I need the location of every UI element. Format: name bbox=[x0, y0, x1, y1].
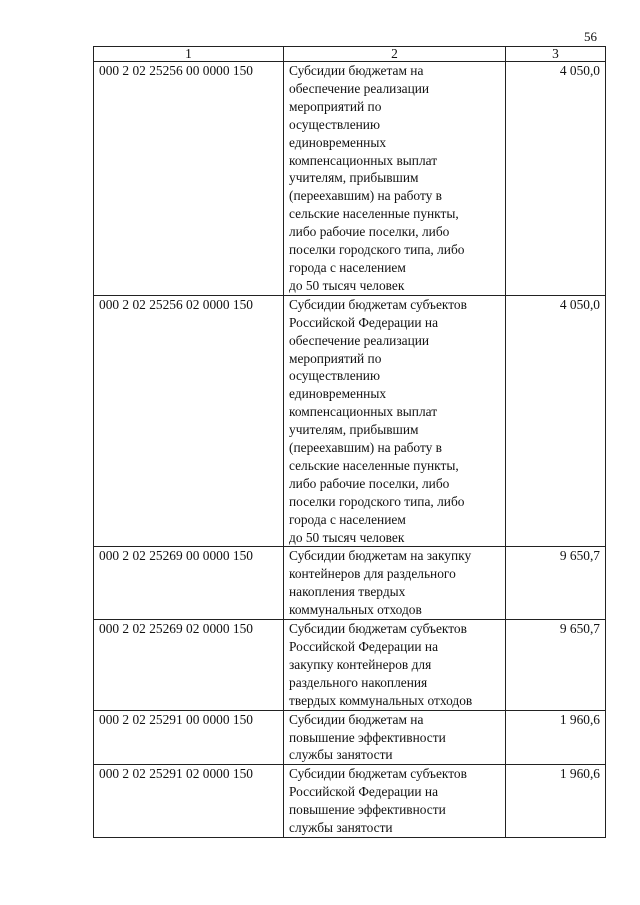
description-line: Субсидии бюджетам на bbox=[289, 63, 424, 78]
amount-cell: 9 650,7 bbox=[506, 547, 606, 620]
amount-cell: 1 960,6 bbox=[506, 710, 606, 765]
description-line: накопления твердых bbox=[289, 584, 406, 600]
budget-code-cell: 000 2 02 25269 00 0000 150 bbox=[94, 547, 284, 620]
description-line: сельские населенные пункты, bbox=[289, 206, 459, 222]
description-line: закупку контейнеров для bbox=[289, 656, 432, 672]
description-line: сельские населенные пункты, bbox=[289, 457, 459, 473]
description-line: Субсидии бюджетам субъектов bbox=[289, 621, 467, 637]
column-header-description: 2 bbox=[284, 47, 506, 62]
description-line: компенсационных выплат bbox=[289, 404, 438, 420]
description-line: повышение эффективности bbox=[289, 802, 446, 818]
amount-cell: 4 050,0 bbox=[506, 295, 606, 547]
table-row bbox=[94, 765, 606, 838]
description-line: службы занятости bbox=[289, 820, 393, 836]
description-line: Российской Федерации на bbox=[289, 784, 439, 800]
description-line: твердых коммунальных отходов bbox=[289, 692, 473, 708]
budget-code-cell: 000 2 02 25256 02 0000 150 bbox=[94, 295, 284, 547]
table-header-row bbox=[94, 47, 606, 62]
budget-code-cell: 000 2 02 25291 00 0000 150 bbox=[94, 710, 284, 765]
table-row bbox=[94, 62, 606, 296]
description-line: (переехавшим) на работу в bbox=[289, 188, 442, 204]
description-line: до 50 тысяч человек bbox=[289, 529, 405, 545]
budget-code-cell: 000 2 02 25256 00 0000 150 bbox=[94, 62, 284, 296]
description-cell bbox=[284, 295, 506, 547]
amount-cell: 9 650,7 bbox=[506, 620, 606, 711]
description-line: повышение эффективности bbox=[289, 729, 446, 745]
description-line: поселки городского типа, либо bbox=[289, 242, 465, 258]
description-line: единовременных bbox=[289, 386, 387, 402]
page-number: 56 bbox=[584, 29, 597, 44]
description-line: Субсидии бюджетам на bbox=[289, 711, 424, 727]
description-line: Субсидии бюджетам субъектов bbox=[289, 296, 467, 312]
table-row bbox=[94, 547, 606, 620]
description-line: города с населением bbox=[289, 259, 406, 275]
description-line: (переехавшим) на работу в bbox=[289, 440, 442, 456]
amount-cell: 1 960,6 bbox=[506, 765, 606, 838]
description-line: Субсидии бюджетам на закупку bbox=[289, 548, 472, 564]
description-line: учителям, прибывшим bbox=[289, 170, 419, 186]
table-row bbox=[94, 620, 606, 711]
budget-code-cell: 000 2 02 25291 02 0000 150 bbox=[94, 765, 284, 838]
table-body bbox=[94, 62, 606, 838]
description-line: Российской Федерации на bbox=[289, 314, 439, 330]
description-line: до 50 тысяч человек bbox=[289, 277, 405, 293]
description-line: компенсационных выплат bbox=[289, 152, 438, 168]
description-line: мероприятий по bbox=[289, 98, 382, 114]
description-line: Российской Федерации на bbox=[289, 639, 439, 654]
description-cell bbox=[284, 62, 506, 296]
description-line: обеспечение реализации bbox=[289, 80, 430, 96]
description-cell bbox=[284, 765, 506, 838]
description-line: либо рабочие поселки, либо bbox=[289, 224, 450, 240]
description-line: осуществлению bbox=[289, 368, 380, 384]
description-line: Субсидии бюджетам субъектов bbox=[289, 766, 467, 782]
amount-cell: 4 050,0 bbox=[506, 62, 606, 296]
description-line: службы занятости bbox=[289, 747, 393, 763]
description-line: раздельного накопления bbox=[289, 674, 428, 690]
description-line: единовременных bbox=[289, 134, 387, 150]
description-line: либо рабочие поселки, либо bbox=[289, 475, 450, 491]
description-cell bbox=[284, 710, 506, 765]
column-header-code: 1 bbox=[94, 47, 284, 62]
description-line: мероприятий по bbox=[289, 350, 382, 366]
description-line: контейнеров для раздельного bbox=[289, 566, 456, 582]
budget-table bbox=[93, 46, 606, 838]
description-line: коммунальных отходов bbox=[289, 602, 422, 618]
description-line: учителям, прибывшим bbox=[289, 422, 419, 438]
column-header-amount: 3 bbox=[506, 47, 606, 62]
description-line: города с населением bbox=[289, 511, 406, 527]
budget-code-cell: 000 2 02 25269 02 0000 150 bbox=[94, 620, 284, 711]
description-line: обеспечение реализации bbox=[289, 332, 430, 348]
description-line: поселки городского типа, либо bbox=[289, 493, 465, 509]
description-line: осуществлению bbox=[289, 116, 380, 132]
table-row bbox=[94, 710, 606, 765]
table-row bbox=[94, 295, 606, 547]
description-cell bbox=[284, 547, 506, 620]
description-cell bbox=[284, 620, 506, 711]
